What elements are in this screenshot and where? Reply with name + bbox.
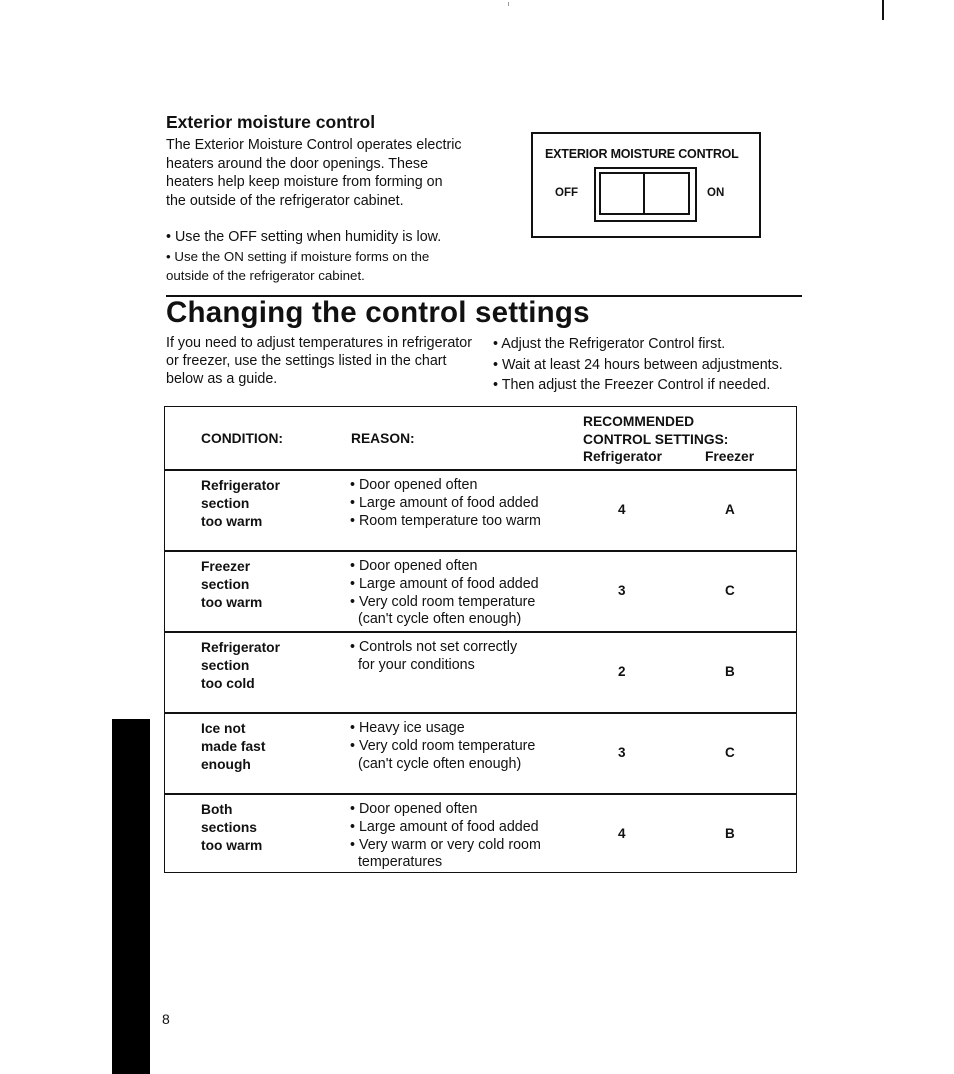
table-row [165, 714, 796, 794]
page-heading: Changing the control settings [166, 296, 590, 329]
reason-cell [350, 720, 535, 773]
step-item: • Wait at least 24 hours between adjustments. [493, 356, 783, 373]
page-number: 8 [162, 1011, 170, 1027]
reason-item: (can't cycle often enough) [350, 755, 522, 772]
steps-list [493, 334, 783, 396]
diagram-title: EXTERIOR MOISTURE CONTROL [545, 147, 739, 161]
freezer-setting: B [725, 664, 735, 679]
condition-cell: Refrigerator section too cold [201, 640, 280, 691]
settings-table [164, 406, 797, 873]
header-refrigerator: Refrigerator [583, 449, 662, 464]
freezer-setting: C [725, 583, 735, 598]
condition-cell: Both sections too warm [201, 802, 263, 853]
step-item: • Then adjust the Freezer Control if needed. [493, 377, 771, 393]
refrigerator-setting: 3 [618, 583, 626, 598]
section-tab [112, 719, 150, 1074]
reason-cell [350, 477, 541, 530]
table-row [165, 795, 796, 875]
step-item: • Adjust the Refrigerator Control first. [493, 336, 726, 352]
bullet-item: • Use the OFF setting when humidity is low. [166, 229, 442, 245]
off-label: OFF [555, 187, 578, 199]
on-label: ON [707, 187, 725, 199]
reason-item: • Door opened often [350, 477, 478, 493]
reason-item: • Very cold room temperature [350, 593, 536, 610]
freezer-setting: C [725, 745, 735, 760]
section-body: The Exterior Moisture Control operates electric heaters around the door openings. These heaters help keep moisture from forming on the outside of the refrigerator cabinet. [166, 137, 462, 209]
reason-item: • Large amount of food added [350, 494, 539, 511]
corner-mark [882, 0, 884, 20]
refrigerator-setting: 3 [618, 745, 626, 760]
rocker-switch-frame [594, 167, 697, 222]
header-recommended: RECOMMENDED CONTROL SETTINGS: [583, 414, 729, 447]
table-row [165, 552, 796, 632]
header-freezer: Freezer [705, 449, 755, 464]
section-title: Exterior moisture control [166, 112, 376, 132]
intro-text: If you need to adjust temperatures in refrigerator or freezer, use the settings listed in the chart below as a guide. [166, 335, 472, 387]
freezer-setting: B [725, 826, 735, 841]
reason-cell [350, 801, 541, 872]
reason-item: temperatures [350, 854, 443, 871]
reason-item: • Large amount of food added [350, 575, 539, 592]
bullet-list [166, 248, 466, 285]
moisture-control-diagram [531, 132, 761, 238]
reason-cell [350, 639, 517, 675]
switch-divider [643, 174, 645, 213]
reason-item: (can't cycle often enough) [350, 611, 522, 628]
refrigerator-setting: 4 [618, 826, 626, 841]
refrigerator-setting: 4 [618, 502, 626, 517]
table-row [165, 471, 796, 551]
reason-cell [350, 558, 539, 629]
condition-cell: Refrigerator section too warm [201, 478, 280, 529]
condition-cell: Ice not made fast enough [201, 721, 266, 772]
header-condition: CONDITION: [201, 431, 284, 446]
bullet-item: • Use the ON setting if moisture forms on the outside of the refrigerator cabinet. [166, 249, 430, 283]
reason-item: • Very warm or very cold room [350, 836, 541, 853]
bullet-list [166, 228, 441, 247]
rocker-switch [599, 172, 690, 215]
freezer-setting: A [725, 502, 735, 517]
reason-item: • Door opened often [350, 558, 478, 574]
reason-item: • Door opened often [350, 801, 478, 817]
table-row [165, 633, 796, 713]
header-reason: REASON: [351, 431, 415, 446]
reason-item: • Room temperature too warm [350, 512, 541, 529]
refrigerator-setting: 2 [618, 664, 626, 679]
scan-mark [508, 2, 509, 6]
reason-item: • Very cold room temperature [350, 737, 536, 754]
reason-item: • Heavy ice usage [350, 720, 465, 736]
condition-cell: Freezer section too warm [201, 559, 263, 610]
reason-item: • Large amount of food added [350, 818, 539, 835]
reason-item: for your conditions [350, 656, 475, 673]
reason-item: • Controls not set correctly [350, 639, 518, 655]
